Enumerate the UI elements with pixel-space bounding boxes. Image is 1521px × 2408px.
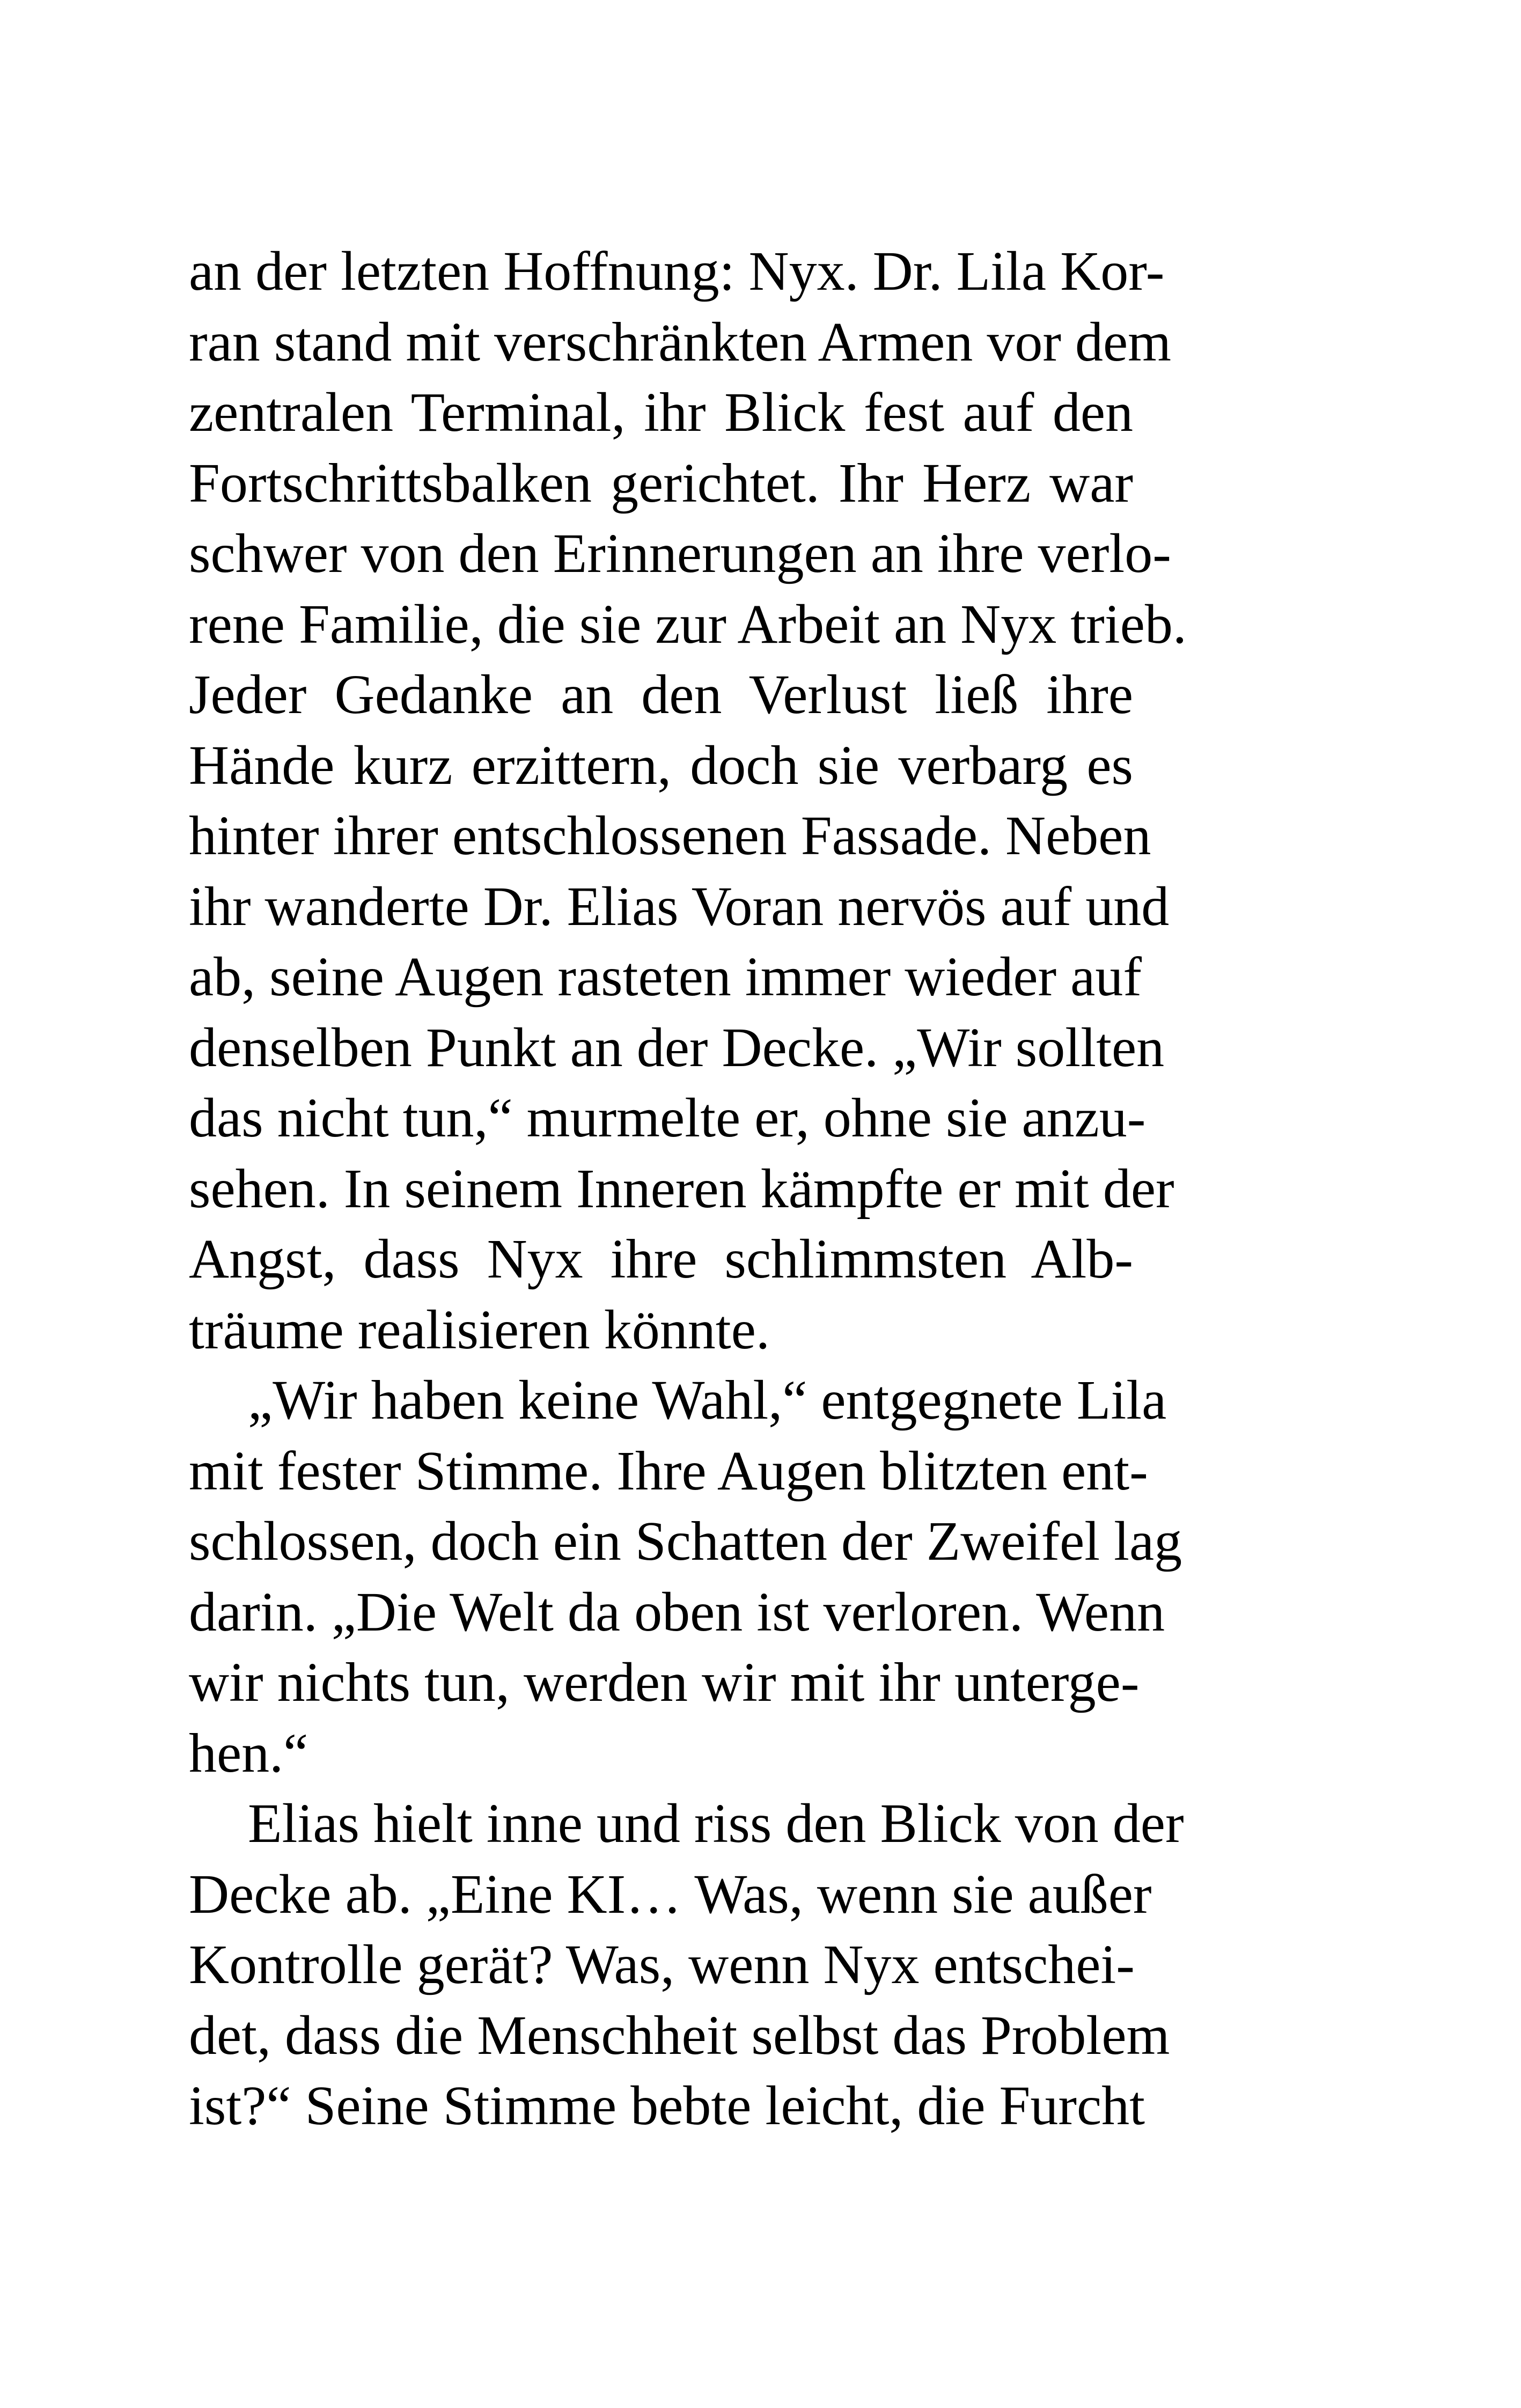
text-line: an der letzten Hoffnung: Nyx. Dr. Lila Kor- xyxy=(189,240,1165,302)
text-line: ihr wanderte Dr. Elias Voran nervös auf und xyxy=(189,875,1170,937)
text-line: schlossen, doch ein Schatten der Zweifel lag xyxy=(189,1510,1182,1572)
text-line: hinter ihrer entschlossenen Fassade. Neben xyxy=(189,805,1151,867)
text-line: ran stand mit verschränkten Armen vor dem xyxy=(189,311,1172,373)
text-line: sehen. In seinem Inneren kämpfte er mit der xyxy=(189,1157,1174,1220)
text-line: das nicht tun,“ murmelte er, ohne sie anzu- xyxy=(189,1087,1146,1149)
text-line: wir nichts tun, werden wir mit ihr unterge- xyxy=(189,1651,1140,1713)
text-line: Decke ab. „Eine KI… Was, wenn sie außer xyxy=(189,1863,1152,1925)
text-line: mit fester Stimme. Ihre Augen blitzten ent- xyxy=(189,1440,1148,1502)
text-line: schwer von den Erinnerungen an ihre verlo- xyxy=(189,523,1171,584)
text-line: Jeder Gedanke an den Verlust ließ ihre xyxy=(189,664,1133,725)
text-line: Angst, dass Nyx ihre schlimmsten Alb- xyxy=(189,1228,1133,1290)
text-line: det, dass die Menschheit selbst das Problem xyxy=(189,2004,1170,2066)
text-line: zentralen Terminal, ihr Blick fest auf den xyxy=(189,381,1133,443)
text-line: Hände kurz erzittern, doch sie verbarg es xyxy=(189,734,1133,796)
text-line: darin. „Die Welt da oben ist verloren. Wenn xyxy=(189,1581,1165,1643)
text-line: ist?“ Seine Stimme bebte leicht, die Furcht xyxy=(189,2075,1145,2137)
text-line: hen.“ xyxy=(189,1722,308,1784)
text-line: rene Familie, die sie zur Arbeit an Nyx trieb. xyxy=(189,593,1187,655)
text-line: „Wir haben keine Wahl,“ entgegnete Lila xyxy=(248,1369,1167,1431)
text-line: Fortschrittsbalken gerichtet. Ihr Herz war xyxy=(189,452,1133,514)
text-line: träume realisieren könnte. xyxy=(189,1298,770,1361)
text-line: denselben Punkt an der Decke. „Wir sollten xyxy=(189,1016,1165,1078)
text-line: Elias hielt inne und riss den Blick von der xyxy=(248,1793,1184,1854)
text-line: ab, seine Augen rasteten immer wieder auf xyxy=(189,946,1142,1008)
text-line: Kontrolle gerät? Was, wenn Nyx entschei- xyxy=(189,1934,1135,1995)
body-text xyxy=(189,236,1187,2141)
